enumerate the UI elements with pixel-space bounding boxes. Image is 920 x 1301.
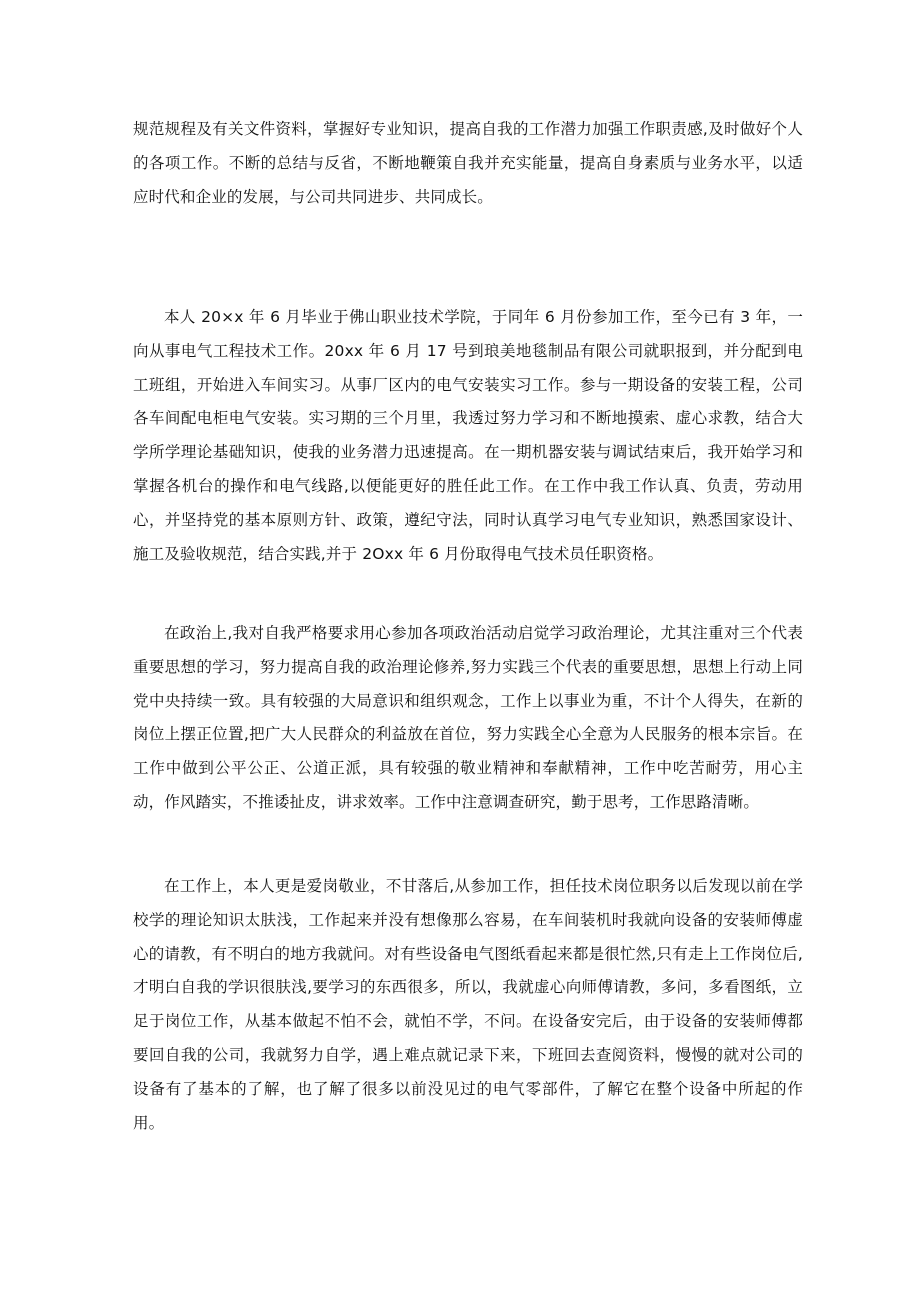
paragraph-continuation: 规范规程及有关文件资料，掌握好专业知识，提高自我的工作潜力加强工作职责感,及时做好个人的各项工作。不断的总结与反省，不断地鞭策自我并充实能量，提高自身素质与业务水平，以适应时代和企业的发展，与公司共同进步、共同成长。 <box>133 120 803 206</box>
paragraph-political: 在政治上,我对自我严格要求用心参加各项政治活动启觉学习政治理论，尤其注重对三个代表重要思想的学习，努力提高自我的政治理论修养,努力实践三个代表的重要思想，思想上行动上同党中央持续一致。具有较强的大局意识和组织观念，工作上以事业为重，不计个人得失，在新的岗位上摆正位置,把广大人民群众的利益放在首位，努力实践全心全意为人民服务的根本宗旨。在工作中做到公平公正、公道正派，具有较强的敬业精神和奉献精神，工作中吃苦耐劳，用心主动，作风踏实，不推诿扯皮，讲求效率。工作中注意调查研究，勤于思考，工作思路清晰。 <box>133 624 803 811</box>
paragraph-career-summary: 本人 20×x 年 6 月毕业于佛山职业技术学院，于同年 6 月份参加工作，至今已有 3 年，一向从事电气工程技术工作。20xx 年 6 月 17 号到琅美地毯制品有限公司就职报到，并分配到电工班组，开始进入车间实习。从事厂区内的电气安装实习工作。参与一期设备的安装工程，公司各车间配电柜电气安装。实习期的三个月里，我透过努力学习和不断地摸索、虚心求教，结合大学所学理论基础知识，使我的业务潜力迅速提高。在一期机器安装与调试结束后，我开始学习和掌握各机台的操作和电气线路,以便能更好的胜任此工作。在工作中我工作认真、负责，劳动用心，并坚持党的基本原则方针、政策，遵纪守法，同时认真学习电气专业知识，熟悉国家设计、施工及验收规范，结合实践,并于 2Oxx 年 6 月份取得电气技术员任职资格。 <box>133 308 803 563</box>
paragraph-work: 在工作上，本人更是爱岗敬业，不甘落后,从参加工作，担任技术岗位职务以后发现以前在学校学的理论知识太肤浅，工作起来并没有想像那么容易，在车间装机时我就向设备的安装师傅虚心的请教，有不明白的地方我就问。对有些设备电气图纸看起来都是很忙然,只有走上工作岗位后,才明白自我的学识很肤浅,要学习的东西很多，所以，我就虚心向师傅请教，多问，多看图纸，立足于岗位工作，从基本做起不怕不会，就怕不学，不问。在设备安完后，由于设备的安装师傅都要回自我的公司，我就努力自学，遇上难点就记录下来，下班回去查阅资料，慢慢的就对公司的设备有了基本的了解，也了解了很多以前没见过的电气零部件，了解它在整个设备中所起的作用。 <box>133 877 803 1132</box>
